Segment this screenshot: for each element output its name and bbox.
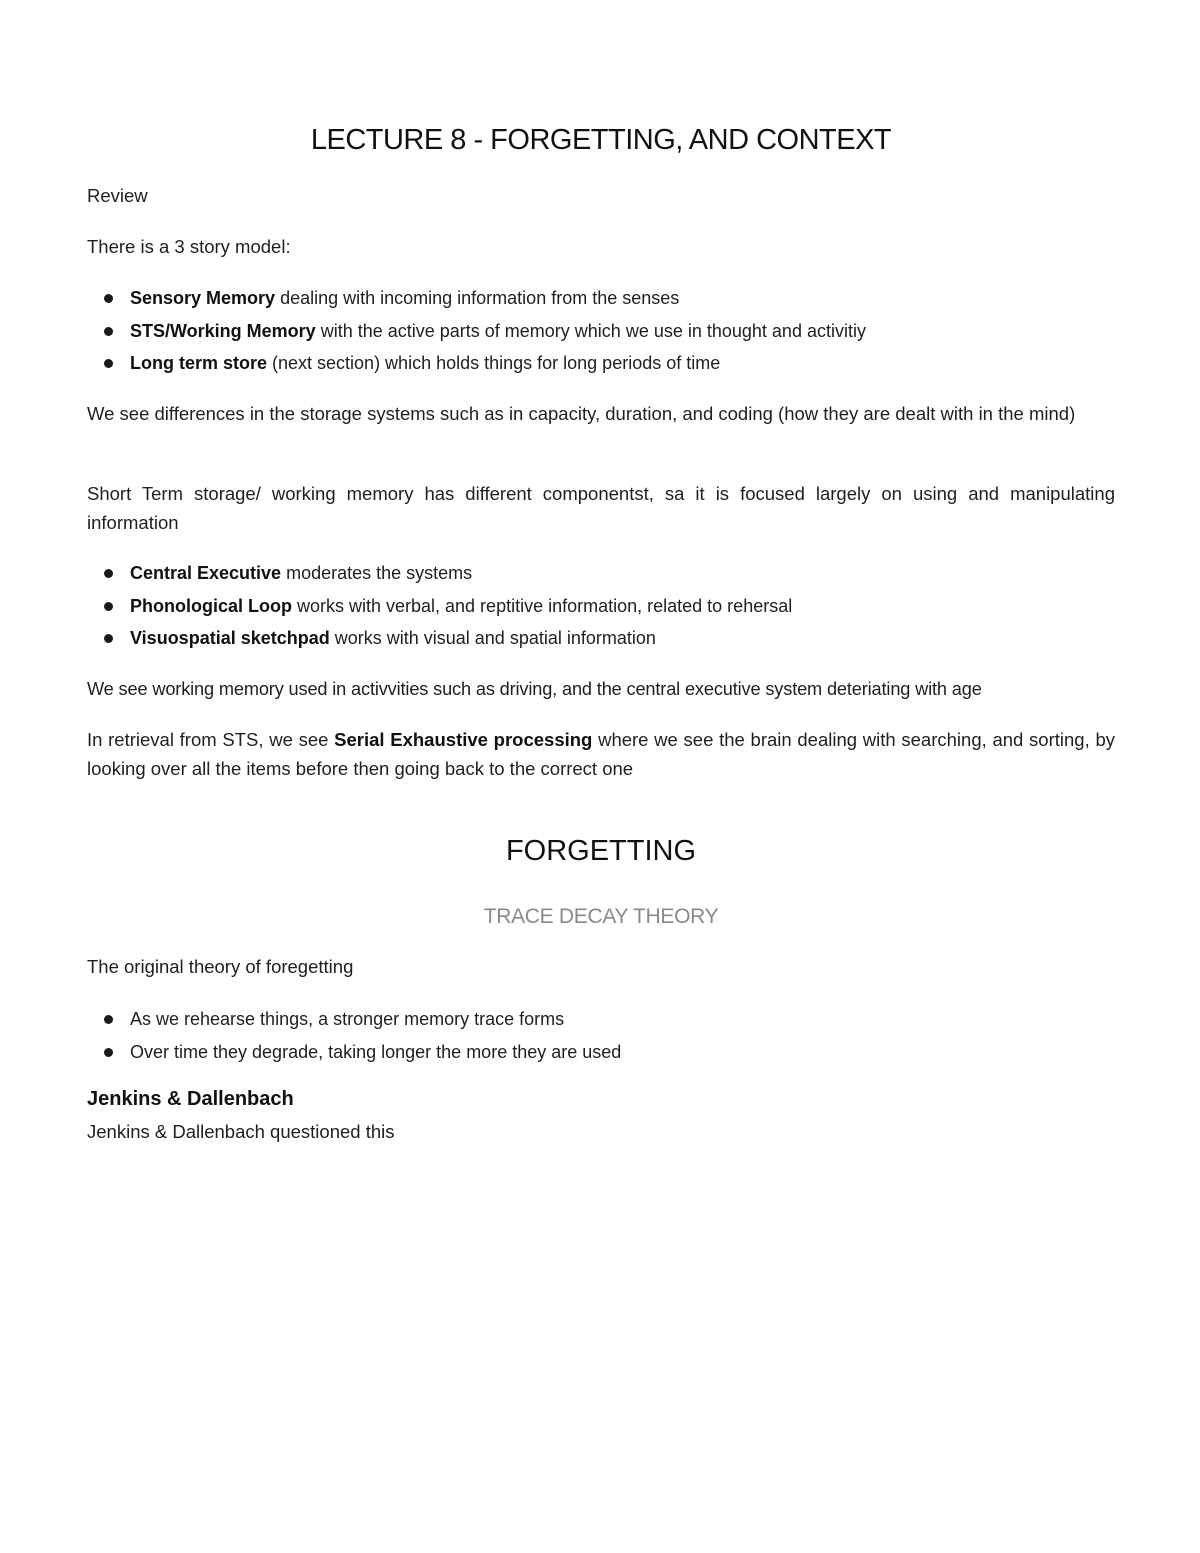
list-item-text: Over time they degrade, taking longer the more they are used [130,1041,622,1062]
list-item [87,1003,1115,1036]
bullet-icon [104,327,113,336]
jenkins-heading: Jenkins & Dallenbach [87,1088,294,1110]
bullet-icon [104,569,113,578]
term-label: Phonological Loop [130,595,292,616]
sts-paragraph: Short Term storage/ working memory has different componentst, sa it is focused largely on using and manipulating information [87,483,1115,533]
list-item [87,315,1115,348]
list-item [87,622,1115,655]
list-item [87,1036,1115,1069]
term-description: works with visual and spatial information [329,628,656,648]
term-label: Visuospatial sketchpad [130,628,330,648]
differences-paragraph: We see differences in the storage systems such as in capacity, duration, and coding (how they are dealt with in the mind) [87,403,1076,424]
retrieval-text-after: where we see the brain dealing with searching, and sorting, by looking over all the items before then going back to the correct one [87,729,1115,779]
model-intro: There is a 3 story model: [87,236,291,257]
retrieval-term: Serial Exhaustive processing [334,729,593,750]
bullet-icon [104,634,113,643]
jenkins-text: Jenkins & Dallenbach questioned this [87,1121,395,1142]
page-title: LECTURE 8 - FORGETTING, AND CONTEXT [310,124,892,156]
list-item [87,590,1115,623]
working-memory-paragraph: We see working memory used in activvities such as driving, and the central executive system deteriating with age [87,679,982,699]
forgetting-heading: FORGETTING [505,835,697,867]
term-description: with the active parts of memory which we use in thought and activitiy [315,320,866,341]
list-item [87,347,1115,380]
term-description: dealing with incoming information from the senses [275,288,680,308]
retrieval-text-before: In retrieval from STS, we see [87,729,335,750]
retrieval-paragraph [87,725,1115,783]
original-theory-text: The original theory of foregetting [87,956,354,977]
bullet-icon [104,602,113,611]
model-list [87,282,1115,380]
bullet-icon [104,294,113,303]
trace-decay-heading: TRACE DECAY THEORY [483,905,719,928]
bullet-icon [104,1015,113,1024]
components-list [87,557,1115,655]
term-label: Sensory Memory [130,288,276,308]
bullet-icon [104,359,113,368]
list-item-text: As we rehearse things, a stronger memory trace forms [130,1009,565,1029]
term-label: Central Executive [130,563,282,583]
term-description: works with verbal, and reptitive information, related to rehersal [291,595,793,616]
term-label: Long term store [130,353,268,373]
list-item [87,557,1115,590]
bullet-icon [104,1048,113,1057]
trace-list [87,1003,1115,1068]
list-item [87,282,1115,315]
review-label: Review [87,185,148,206]
term-description: moderates the systems [281,563,473,583]
term-label: STS/Working Memory [130,320,316,341]
term-description: (next section) which holds things for long periods of time [267,353,721,373]
